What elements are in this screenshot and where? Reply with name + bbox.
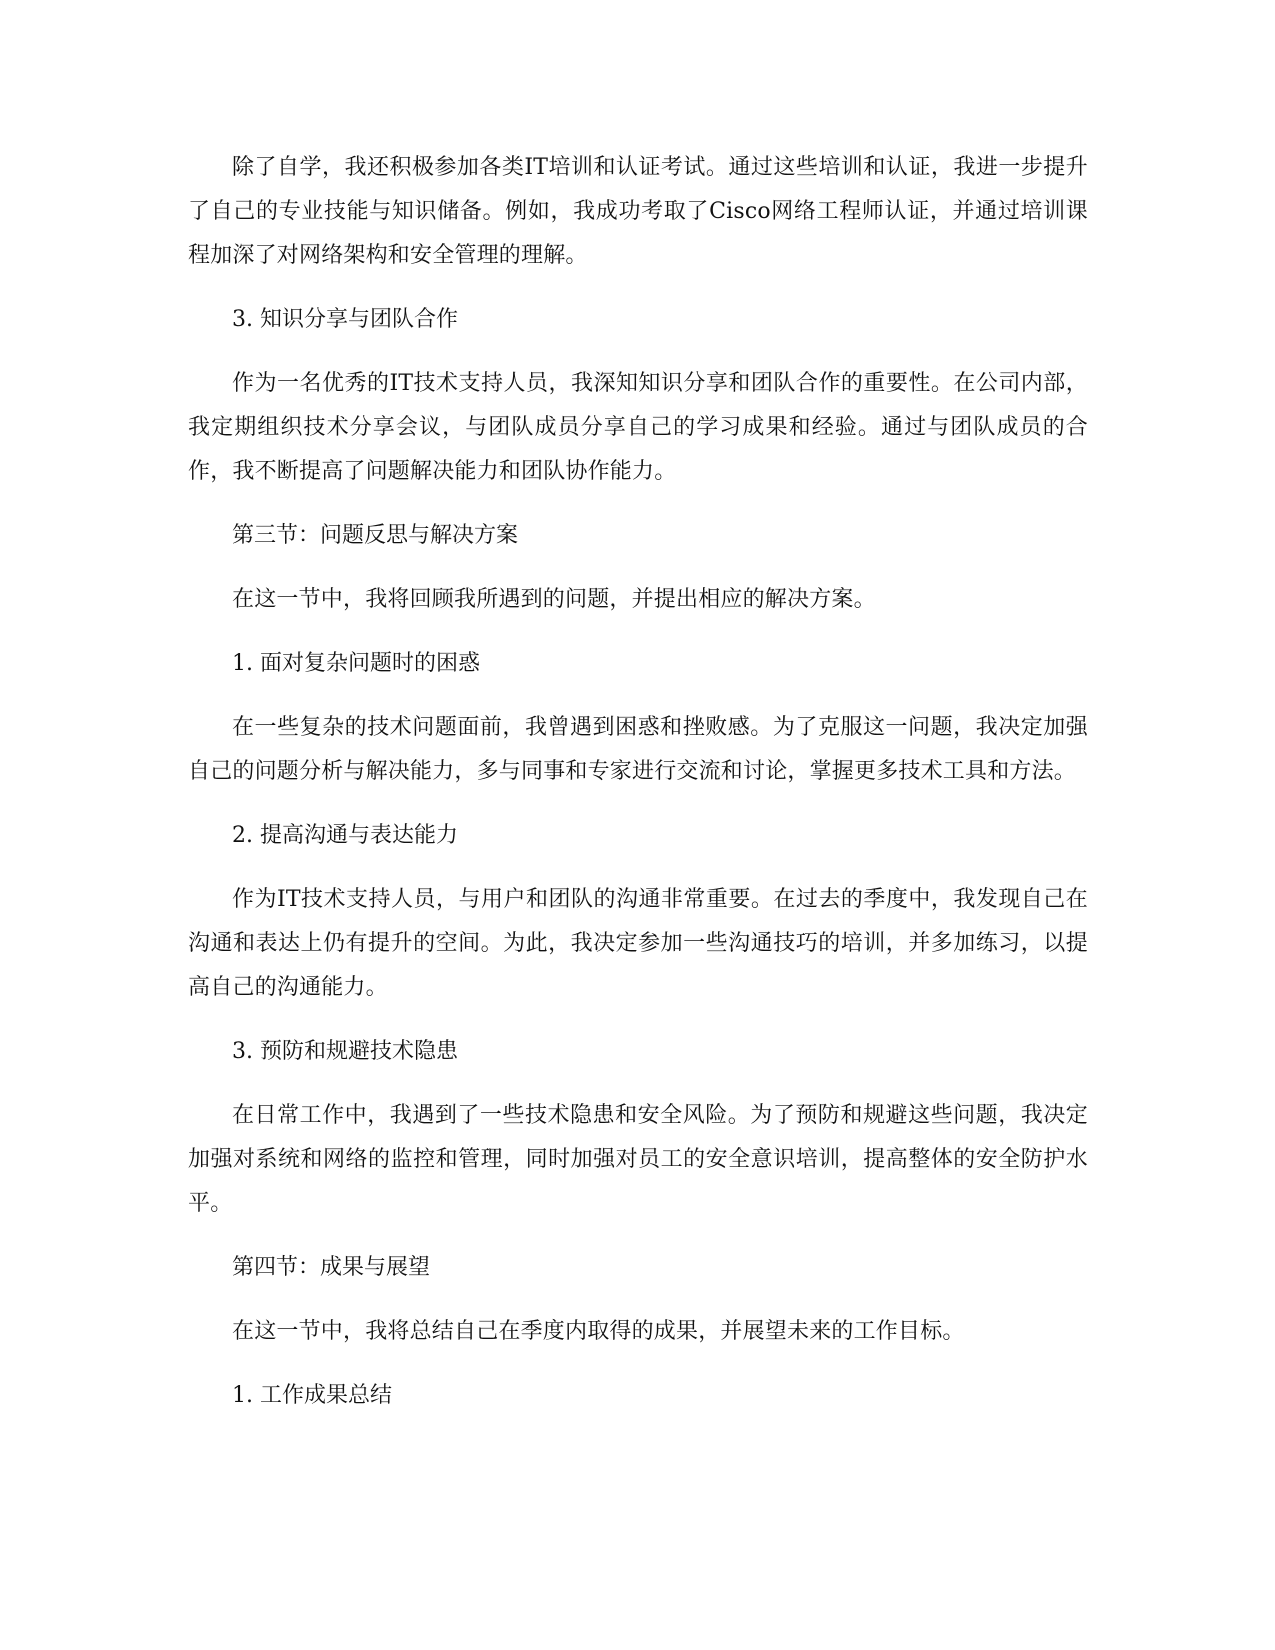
heading-knowledge-sharing: 3. 知识分享与团队合作 bbox=[232, 307, 458, 332]
paragraph-section-three-intro: 在这一节中，我将回顾我所遇到的问题，并提出相应的解决方案。 bbox=[232, 587, 876, 612]
paragraph-training-certification: 除了自学，我还积极参加各类IT培训和认证考试。通过这些培训和认证，我进一步提升了自己的专业技能与知识储备。例如，我成功考取了Cisco网络工程师认证，并通过培训课程加深了对网络架构和安全管理的理解。 bbox=[188, 155, 1088, 268]
paragraph-section-four-intro: 在这一节中，我将总结自己在季度内取得的成果，并展望未来的工作目标。 bbox=[232, 1319, 965, 1344]
heading-risk-prevention: 3. 预防和规避技术隐患 bbox=[232, 1039, 458, 1064]
paragraph-communication: 作为IT技术支持人员，与用户和团队的沟通非常重要。在过去的季度中，我发现自己在沟通和表达上仍有提升的空间。为此，我决定参加一些沟通技巧的培训，并多加练习，以提高自己的沟通能力。 bbox=[188, 887, 1088, 1000]
paragraph-risk-prevention: 在日常工作中，我遇到了一些技术隐患和安全风险。为了预防和规避这些问题，我决定加强对系统和网络的监控和管理，同时加强对员工的安全意识培训，提高整体的安全防护水平。 bbox=[188, 1103, 1088, 1216]
paragraph-teamwork: 作为一名优秀的IT技术支持人员，我深知知识分享和团队合作的重要性。在公司内部，我定期组织技术分享会议，与团队成员分享自己的学习成果和经验。通过与团队成员的合作，我不断提高了问题解决能力和团队协作能力。 bbox=[188, 371, 1088, 484]
heading-work-results: 1. 工作成果总结 bbox=[232, 1383, 392, 1408]
heading-communication: 2. 提高沟通与表达能力 bbox=[232, 823, 458, 848]
paragraph-complex-problems: 在一些复杂的技术问题面前，我曾遇到困惑和挫败感。为了克服这一问题，我决定加强自己的问题分析与解决能力，多与同事和专家进行交流和讨论，掌握更多技术工具和方法。 bbox=[188, 715, 1088, 784]
heading-complex-problems: 1. 面对复杂问题时的困惑 bbox=[232, 651, 480, 676]
heading-section-three: 第三节：问题反思与解决方案 bbox=[232, 523, 519, 548]
heading-section-four: 第四节：成果与展望 bbox=[232, 1255, 431, 1280]
document-body bbox=[188, 146, 1088, 1438]
